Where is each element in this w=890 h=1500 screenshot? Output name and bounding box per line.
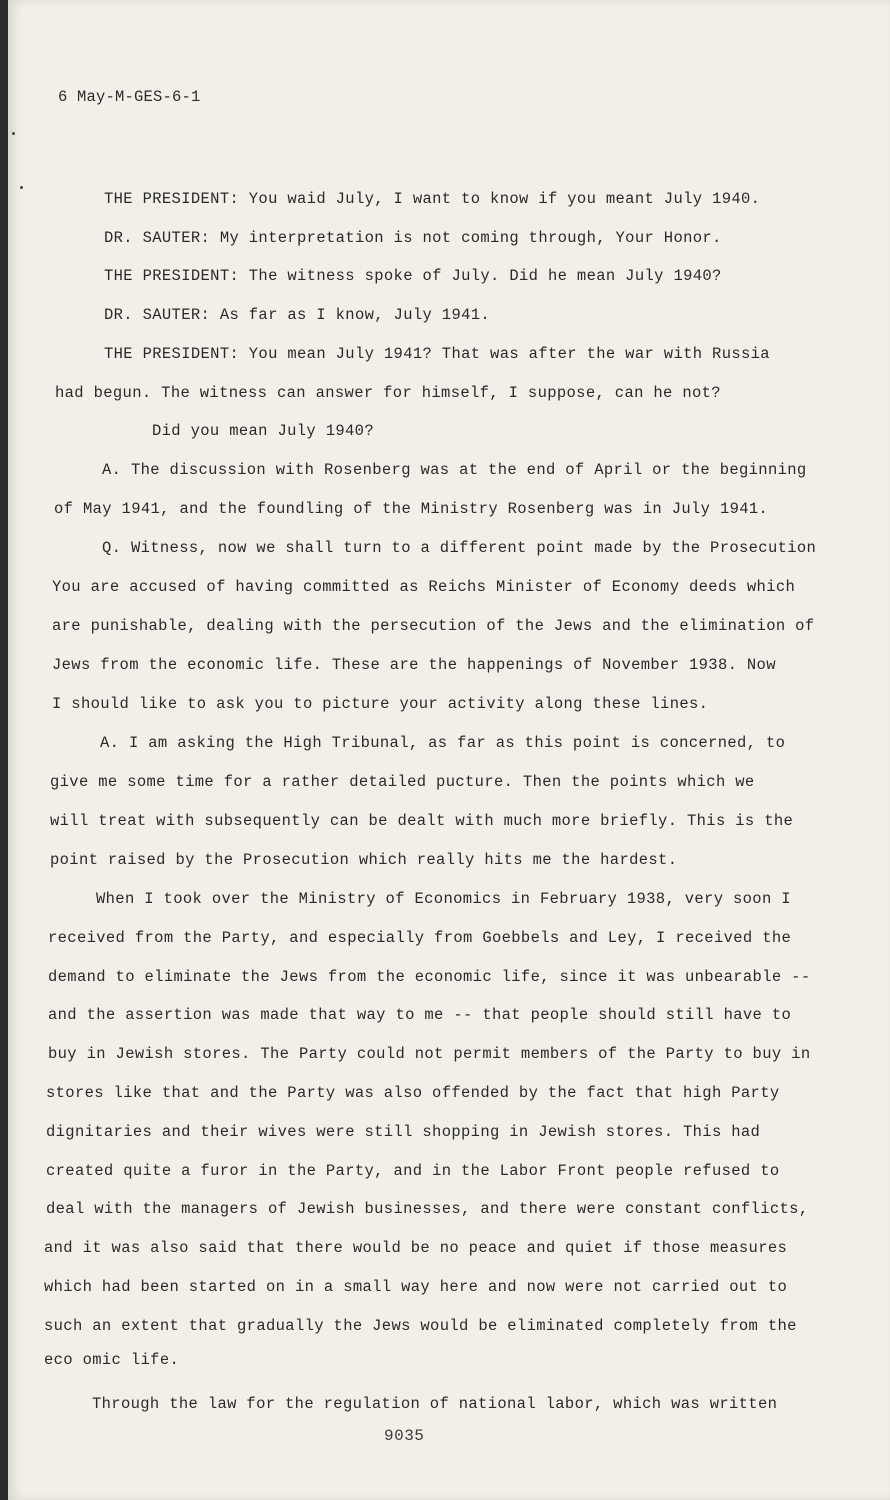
document-page [8,0,890,1500]
transcript-line: Did you mean July 1940? [152,422,374,440]
transcript-line: buy in Jewish stores. The Party could not permit members of the Party to buy in [48,1045,811,1063]
transcript-line: stores like that and the Party was also offended by the fact that high Party [46,1084,780,1102]
transcript-line: will treat with subsequently can be dealt with much more briefly. This is the [50,812,794,830]
transcript-line: Through the law for the regulation of national labor, which was written [92,1395,778,1413]
transcript-line: had begun. The witness can answer for himself, I suppose, can he not? [55,384,721,402]
transcript-line: and it was also said that there would be no peace and quiet if those measures [44,1239,788,1257]
transcript-line: When I took over the Ministry of Economics in February 1938, very soon I [96,890,791,908]
transcript-line: You are accused of having committed as Reichs Minister of Economy deeds which [52,578,796,596]
transcript-line: deal with the managers of Jewish businesses, and there were constant conflicts, [46,1200,809,1218]
margin-mark [12,132,15,135]
transcript-line: Jews from the economic life. These are the happenings of November 1938. Now [52,656,776,674]
transcript-line: give me some time for a rather detailed pucture. Then the points which we [50,773,755,791]
transcript-line: I should like to ask you to picture your activity along these lines. [52,695,709,713]
transcript-line: DR. SAUTER: As far as I know, July 1941. [104,306,491,324]
transcript-line: THE PRESIDENT: You mean July 1941? That was after the war with Russia [104,345,770,363]
transcript-line: point raised by the Prosecution which really hits me the hardest. [50,851,678,869]
transcript-line: demand to eliminate the Jews from the economic life, since it was unbearable -- [48,968,811,986]
transcript-line: of May 1941, and the foundling of the Ministry Rosenberg was in July 1941. [54,500,769,518]
page-number: 9035 [384,1427,425,1445]
transcript-line: dignitaries and their wives were still shopping in Jewish stores. This had [46,1123,761,1141]
transcript-line: THE PRESIDENT: You waid July, I want to know if you meant July 1940. [104,190,761,208]
transcript-line: THE PRESIDENT: The witness spoke of July. Did he mean July 1940? [104,267,722,285]
page-identifier: 6 May-M-GES-6-1 [58,88,201,106]
transcript-line: such an extent that gradually the Jews would be eliminated completely from the [44,1317,797,1335]
transcript-line: and the assertion was made that way to me -- that people should still have to [48,1006,792,1024]
transcript-line: A. I am asking the High Tribunal, as far as this point is concerned, to [100,734,786,752]
transcript-line: DR. SAUTER: My interpretation is not coming through, Your Honor. [104,229,722,247]
transcript-line: which had been started on in a small way here and now were not carried out to [44,1278,788,1296]
transcript-line: created quite a furor in the Party, and in the Labor Front people refused to [46,1162,780,1180]
transcript-line: are punishable, dealing with the persecution of the Jews and the elimination of [52,617,815,635]
transcript-line: A. The discussion with Rosenberg was at the end of April or the beginning [102,461,807,479]
transcript-line: eco omic life. [44,1351,180,1369]
transcript-line: received from the Party, and especially from Goebbels and Ley, I received the [48,929,792,947]
margin-mark [20,186,23,189]
transcript-line: Q. Witness, now we shall turn to a different point made by the Prosecution [102,539,817,557]
